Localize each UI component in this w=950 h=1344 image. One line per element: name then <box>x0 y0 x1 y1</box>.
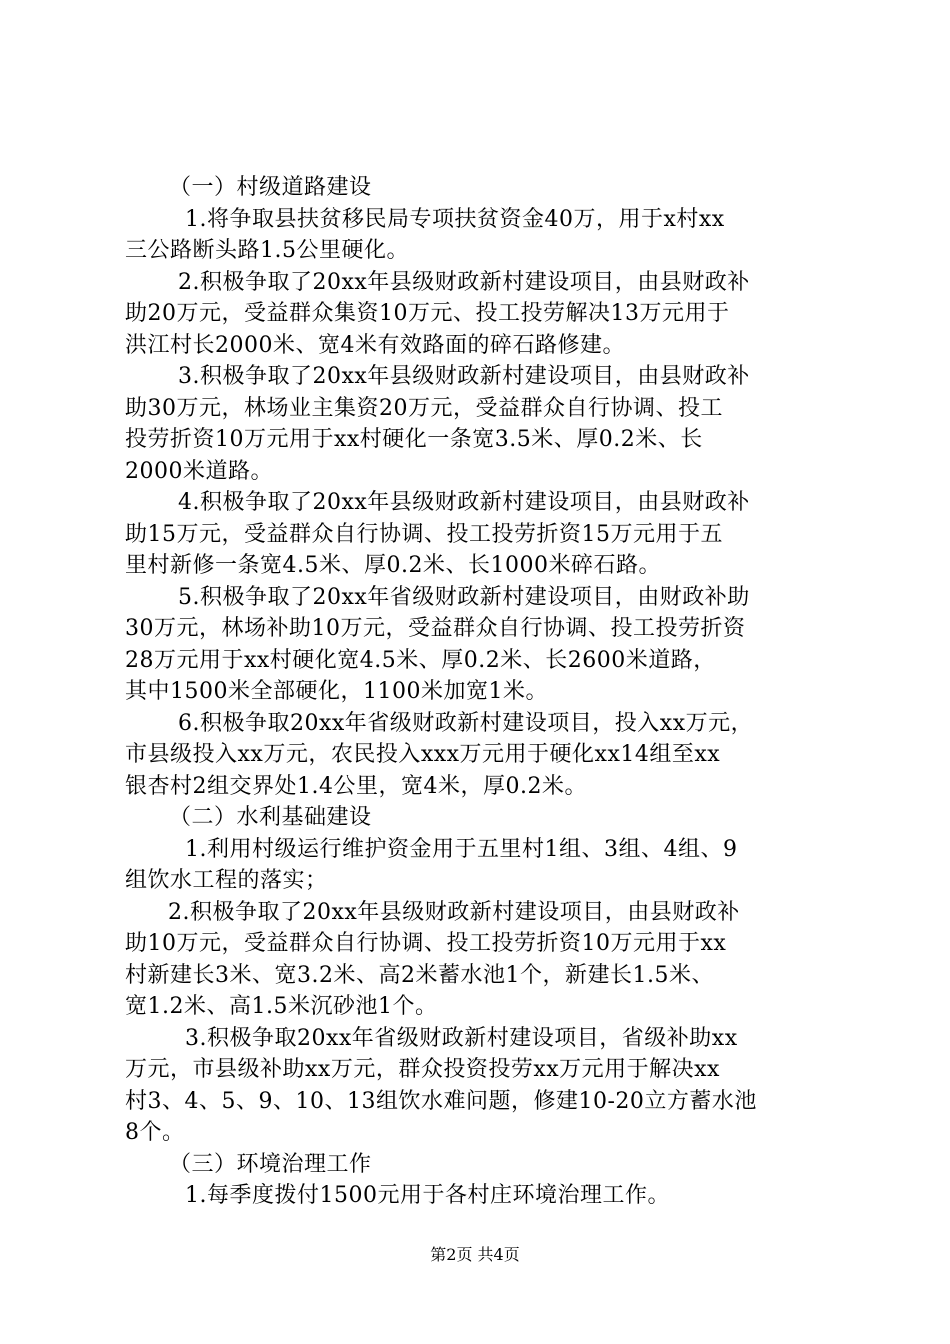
paragraph-line: 洪江村长2000米、宽4米有效路面的碎石路修建。 <box>125 332 625 358</box>
paragraph-line: 助20万元，受益群众集资10万元、投工投劳解决13万元用于 <box>125 301 730 326</box>
paragraph-line: 28万元用于xx村硬化宽4.5米、厚0.2米、长2600米道路， <box>125 647 716 673</box>
paragraph-line: 里村新修一条宽4.5米、厚0.2米、长1000米碎石路。 <box>125 553 661 578</box>
paragraph-line: 2.积极争取了20xx年县级财政新村建设项目，由县财政补 <box>168 899 740 925</box>
paragraph-line: 银杏村2组交界处1.4公里，宽4米，厚0.2米。 <box>125 773 587 799</box>
paragraph-line: 助30万元，林场业主集资20万元，受益群众自行协调、投工 <box>125 395 723 421</box>
paragraph-line: 三公路断头路1.5公里硬化。 <box>125 238 409 263</box>
section-heading-3: （三）环境治理工作 <box>169 1151 372 1177</box>
paragraph-line: 8个。 <box>125 1120 185 1145</box>
paragraph-line: 6.积极争取20xx年省级财政新村建设项目，投入xx万元， <box>178 710 754 736</box>
paragraph-line: 5.积极争取了20xx年省级财政新村建设项目，由财政补助 <box>178 584 750 610</box>
section-heading-1: （一）村级道路建设 <box>169 175 372 200</box>
paragraph-line: 助10万元，受益群众自行协调、投工投劳折资10万元用于xx <box>125 931 727 956</box>
paragraph-line: 其中1500米全部硬化，1100米加宽1米。 <box>125 679 548 704</box>
paragraph-line: 万元，市县级补助xx万元，群众投资投劳xx万元用于解决xx <box>125 1057 720 1082</box>
paragraph-line: 1.利用村级运行维护资金用于五里村1组、3组、4组、9 <box>185 836 738 862</box>
paragraph-line: 村新建长3米、宽3.2米、高2米蓄水池1个，新建长1.5米、 <box>125 962 714 988</box>
paragraph-line: 组饮水工程的落实； <box>125 868 328 893</box>
paragraph-line: 助15万元，受益群众自行协调、投工投劳折资15万元用于五 <box>125 521 723 547</box>
paragraph-line: 1.每季度拨付1500元用于各村庄环境治理工作。 <box>185 1183 670 1208</box>
paragraph-line: 宽1.2米、高1.5米沉砂池1个。 <box>125 994 438 1019</box>
paragraph-line: 3.积极争取了20xx年县级财政新村建设项目，由县财政补 <box>178 364 750 389</box>
paragraph-line: 30万元，林场补助10万元，受益群众自行协调、投工投劳折资 <box>125 616 746 641</box>
paragraph-line: 2.积极争取了20xx年县级财政新村建设项目，由县财政补 <box>178 269 750 295</box>
paragraph-line: 4.积极争取了20xx年县级财政新村建设项目，由县财政补 <box>178 490 750 515</box>
paragraph-line: 1.将争取县扶贫移民局专项扶贫资金40万，用于x村xx <box>185 206 725 232</box>
paragraph-line: 投劳折资10万元用于xx村硬化一条宽3.5米、厚0.2米、长 <box>125 427 703 452</box>
paragraph-line: 市县级投入xx万元，农民投入xxx万元用于硬化xx14组至xx <box>125 742 721 767</box>
document-body <box>125 172 840 1212</box>
section-heading-2: （二）水利基础建设 <box>169 805 372 830</box>
page-footer: 第2页 共4页 <box>430 1245 520 1264</box>
paragraph-line: 村3、4、5、9、10、13组饮水难问题，修建10-20立方蓄水池 <box>125 1088 757 1114</box>
paragraph-line: 2000米道路。 <box>125 458 273 484</box>
paragraph-line: 3.积极争取20xx年省级财政新村建设项目，省级补助xx <box>185 1025 738 1051</box>
